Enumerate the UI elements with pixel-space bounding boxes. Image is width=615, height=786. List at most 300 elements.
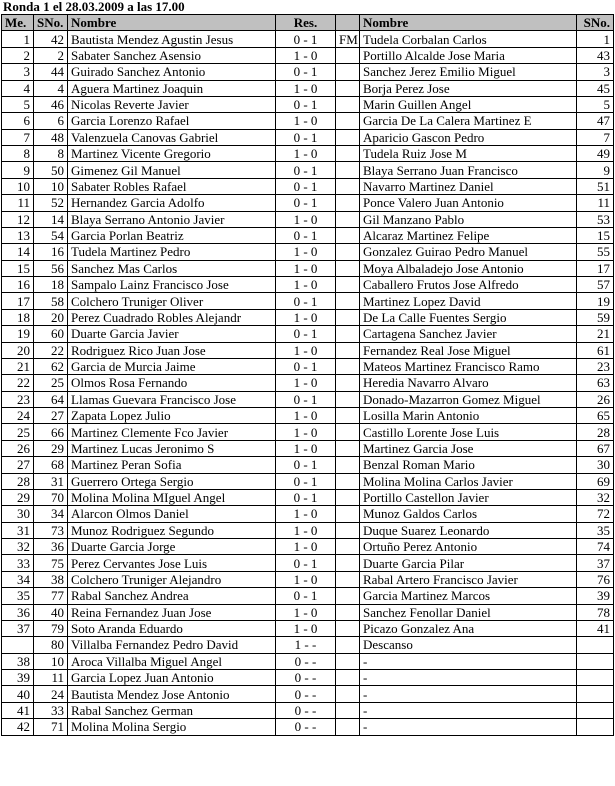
black-start-number <box>577 653 614 669</box>
white-start-number: 34 <box>34 506 68 522</box>
header-me: Me. <box>2 15 34 31</box>
table-row <box>2 408 614 424</box>
white-start-number: 25 <box>34 375 68 391</box>
white-start-number: 56 <box>34 260 68 276</box>
title-badge <box>336 637 360 653</box>
white-player-name: Gimenez Gil Manuel <box>68 162 276 178</box>
table-row <box>2 473 614 489</box>
header-title <box>336 15 360 31</box>
board-number: 31 <box>2 522 34 538</box>
table-row <box>2 719 614 735</box>
white-start-number: 54 <box>34 227 68 243</box>
white-player-name: Colchero Truniger Alejandro <box>68 571 276 587</box>
board-number: 4 <box>2 80 34 96</box>
black-start-number <box>577 637 614 653</box>
title-badge <box>336 440 360 456</box>
black-player-name: Duarte Garcia Pilar <box>360 555 577 571</box>
white-start-number: 20 <box>34 309 68 325</box>
white-start-number: 10 <box>34 178 68 194</box>
board-number: 25 <box>2 424 34 440</box>
white-player-name: Garcia Lopez Juan Antonio <box>68 670 276 686</box>
black-player-name: Donado-Mazarron Gomez Miguel <box>360 391 577 407</box>
table-row <box>2 489 614 505</box>
white-start-number: 77 <box>34 588 68 604</box>
board-number: 13 <box>2 227 34 243</box>
table-row <box>2 244 614 260</box>
table-row <box>2 113 614 129</box>
black-player-name: Rabal Artero Francisco Javier <box>360 571 577 587</box>
white-start-number: 40 <box>34 604 68 620</box>
black-player-name: Martinez Garcia Jose <box>360 440 577 456</box>
white-start-number: 46 <box>34 96 68 112</box>
result: 1 - 0 <box>276 424 336 440</box>
white-player-name: Sampalo Lainz Francisco Jose <box>68 277 276 293</box>
black-player-name: Caballero Frutos Jose Alfredo <box>360 277 577 293</box>
white-start-number: 38 <box>34 571 68 587</box>
black-start-number: 39 <box>577 588 614 604</box>
white-player-name: Rabal Sanchez German <box>68 702 276 718</box>
table-row <box>2 342 614 358</box>
white-player-name: Reina Fernandez Juan Jose <box>68 604 276 620</box>
white-player-name: Blaya Serrano Antonio Javier <box>68 211 276 227</box>
black-start-number: 17 <box>577 260 614 276</box>
result: 0 - 1 <box>276 64 336 80</box>
white-start-number: 2 <box>34 47 68 63</box>
black-player-name: Aparicio Gascon Pedro <box>360 129 577 145</box>
table-row <box>2 571 614 587</box>
black-start-number: 7 <box>577 129 614 145</box>
title-badge <box>336 178 360 194</box>
white-player-name: Garcia Lorenzo Rafael <box>68 113 276 129</box>
white-start-number: 4 <box>34 80 68 96</box>
white-start-number: 27 <box>34 408 68 424</box>
black-player-name: Blaya Serrano Juan Francisco <box>360 162 577 178</box>
board-number: 34 <box>2 571 34 587</box>
black-player-name: Garcia Martinez Marcos <box>360 588 577 604</box>
table-row <box>2 686 614 702</box>
white-start-number: 68 <box>34 457 68 473</box>
black-start-number: 57 <box>577 277 614 293</box>
title-badge <box>336 146 360 162</box>
white-player-name: Molina Molina Sergio <box>68 719 276 735</box>
header-nombre-white: Nombre <box>68 15 276 31</box>
result: 0 - 1 <box>276 588 336 604</box>
black-player-name: - <box>360 686 577 702</box>
white-player-name: Hernandez Garcia Adolfo <box>68 195 276 211</box>
black-start-number: 43 <box>577 47 614 63</box>
black-start-number: 74 <box>577 539 614 555</box>
title-badge <box>336 571 360 587</box>
table-row <box>2 588 614 604</box>
table-row <box>2 195 614 211</box>
title-badge <box>336 473 360 489</box>
title-badge <box>336 408 360 424</box>
board-number: 7 <box>2 129 34 145</box>
white-player-name: Molina Molina MIguel Angel <box>68 489 276 505</box>
black-player-name: Gonzalez Guirao Pedro Manuel <box>360 244 577 260</box>
table-row <box>2 670 614 686</box>
black-player-name: Molina Molina Carlos Javier <box>360 473 577 489</box>
board-number: 16 <box>2 277 34 293</box>
header-sno: SNo. <box>34 15 68 31</box>
white-start-number: 8 <box>34 146 68 162</box>
table-row <box>2 391 614 407</box>
black-start-number: 9 <box>577 162 614 178</box>
title-badge <box>336 47 360 63</box>
black-start-number <box>577 702 614 718</box>
result: 1 - 0 <box>276 47 336 63</box>
result: 1 - 0 <box>276 375 336 391</box>
header-result: Res. <box>276 15 336 31</box>
white-player-name: Martinez Clemente Fco Javier <box>68 424 276 440</box>
board-number: 11 <box>2 195 34 211</box>
black-player-name: Ponce Valero Juan Antonio <box>360 195 577 211</box>
white-start-number: 58 <box>34 293 68 309</box>
result: 0 - - <box>276 653 336 669</box>
black-start-number: 37 <box>577 555 614 571</box>
board-number: 39 <box>2 670 34 686</box>
white-player-name: Rodriguez Rico Juan Jose <box>68 342 276 358</box>
white-start-number: 44 <box>34 64 68 80</box>
white-player-name: Llamas Guevara Francisco Jose <box>68 391 276 407</box>
title-badge <box>336 489 360 505</box>
white-start-number: 60 <box>34 326 68 342</box>
board-number: 10 <box>2 178 34 194</box>
black-start-number: 23 <box>577 358 614 374</box>
board-number: 40 <box>2 686 34 702</box>
black-start-number <box>577 670 614 686</box>
title-badge <box>336 375 360 391</box>
board-number: 41 <box>2 702 34 718</box>
board-number: 19 <box>2 326 34 342</box>
black-player-name: Garcia De La Calera Martinez E <box>360 113 577 129</box>
result: 0 - - <box>276 702 336 718</box>
result: 1 - 0 <box>276 408 336 424</box>
white-player-name: Soto Aranda Eduardo <box>68 620 276 636</box>
table-row <box>2 178 614 194</box>
title-badge <box>336 162 360 178</box>
white-player-name: Munoz Rodriguez Segundo <box>68 522 276 538</box>
title-badge <box>336 620 360 636</box>
white-start-number: 79 <box>34 620 68 636</box>
black-player-name: Portillo Castellon Javier <box>360 489 577 505</box>
white-start-number: 73 <box>34 522 68 538</box>
title-badge <box>336 424 360 440</box>
black-start-number: 49 <box>577 146 614 162</box>
black-player-name: Sanchez Jerez Emilio Miguel <box>360 64 577 80</box>
result: 0 - 1 <box>276 473 336 489</box>
white-player-name: Nicolas Reverte Javier <box>68 96 276 112</box>
table-row <box>2 80 614 96</box>
white-start-number: 22 <box>34 342 68 358</box>
result: 1 - 0 <box>276 440 336 456</box>
title-badge <box>336 702 360 718</box>
pairings-table <box>1 14 614 736</box>
white-start-number: 29 <box>34 440 68 456</box>
result: 1 - 0 <box>276 80 336 96</box>
white-player-name: Bautista Mendez Jose Antonio <box>68 686 276 702</box>
black-player-name: Fernandez Real Jose Miguel <box>360 342 577 358</box>
page-title: Ronda 1 el 28.03.2009 a las 17.00 <box>3 0 185 14</box>
board-number: 37 <box>2 620 34 636</box>
board-number <box>2 637 34 653</box>
result: 1 - 0 <box>276 277 336 293</box>
black-start-number: 11 <box>577 195 614 211</box>
result: 1 - 0 <box>276 539 336 555</box>
title-badge <box>336 342 360 358</box>
table-row <box>2 440 614 456</box>
board-number: 38 <box>2 653 34 669</box>
black-player-name: Descanso <box>360 637 577 653</box>
result: 1 - 0 <box>276 342 336 358</box>
result: 0 - 1 <box>276 227 336 243</box>
result: 0 - 1 <box>276 457 336 473</box>
table-row <box>2 293 614 309</box>
result: 0 - 1 <box>276 293 336 309</box>
black-player-name: Navarro Martinez Daniel <box>360 178 577 194</box>
black-start-number: 19 <box>577 293 614 309</box>
black-player-name: Munoz Galdos Carlos <box>360 506 577 522</box>
table-row <box>2 31 614 47</box>
black-start-number: 45 <box>577 80 614 96</box>
title-badge <box>336 391 360 407</box>
title-badge <box>336 686 360 702</box>
black-player-name: Ortuño Perez Antonio <box>360 539 577 555</box>
title-badge <box>336 260 360 276</box>
black-player-name: Picazo Gonzalez Ana <box>360 620 577 636</box>
title-badge <box>336 326 360 342</box>
board-number: 2 <box>2 47 34 63</box>
header-nombre-black: Nombre <box>360 15 577 31</box>
white-start-number: 70 <box>34 489 68 505</box>
title-badge <box>336 277 360 293</box>
black-player-name: Losilla Marin Antonio <box>360 408 577 424</box>
table-row <box>2 129 614 145</box>
board-number: 27 <box>2 457 34 473</box>
table-row <box>2 506 614 522</box>
title-badge <box>336 555 360 571</box>
result: 0 - 1 <box>276 555 336 571</box>
board-number: 9 <box>2 162 34 178</box>
black-player-name: De La Calle Fuentes Sergio <box>360 309 577 325</box>
result: 1 - 0 <box>276 211 336 227</box>
black-start-number: 21 <box>577 326 614 342</box>
title-badge <box>336 113 360 129</box>
black-start-number: 78 <box>577 604 614 620</box>
board-number: 36 <box>2 604 34 620</box>
white-player-name: Bautista Mendez Agustin Jesus <box>68 31 276 47</box>
white-start-number: 71 <box>34 719 68 735</box>
title-badge <box>336 129 360 145</box>
black-start-number: 1 <box>577 31 614 47</box>
table-row <box>2 47 614 63</box>
white-player-name: Alarcon Olmos Daniel <box>68 506 276 522</box>
white-start-number: 75 <box>34 555 68 571</box>
black-start-number <box>577 686 614 702</box>
board-number: 5 <box>2 96 34 112</box>
black-player-name: - <box>360 719 577 735</box>
board-number: 20 <box>2 342 34 358</box>
black-start-number: 28 <box>577 424 614 440</box>
table-row <box>2 277 614 293</box>
black-start-number: 47 <box>577 113 614 129</box>
title-badge: FM <box>336 31 360 47</box>
result: 1 - 0 <box>276 309 336 325</box>
black-player-name: Portillo Alcalde Jose Maria <box>360 47 577 63</box>
black-start-number: 69 <box>577 473 614 489</box>
white-start-number: 14 <box>34 211 68 227</box>
white-start-number: 16 <box>34 244 68 260</box>
white-player-name: Perez Cervantes Jose Luis <box>68 555 276 571</box>
black-player-name: Duque Suarez Leonardo <box>360 522 577 538</box>
white-start-number: 36 <box>34 539 68 555</box>
black-start-number: 26 <box>577 391 614 407</box>
board-number: 35 <box>2 588 34 604</box>
board-number: 32 <box>2 539 34 555</box>
board-number: 26 <box>2 440 34 456</box>
white-start-number: 64 <box>34 391 68 407</box>
black-player-name: Alcaraz Martinez Felipe <box>360 227 577 243</box>
title-badge <box>336 670 360 686</box>
white-start-number: 48 <box>34 129 68 145</box>
black-start-number: 76 <box>577 571 614 587</box>
result: 1 - 0 <box>276 571 336 587</box>
black-player-name: - <box>360 670 577 686</box>
white-player-name: Olmos Rosa Fernando <box>68 375 276 391</box>
board-number: 12 <box>2 211 34 227</box>
title-badge <box>336 539 360 555</box>
white-player-name: Sanchez Mas Carlos <box>68 260 276 276</box>
result: 1 - 0 <box>276 113 336 129</box>
white-player-name: Rabal Sanchez Andrea <box>68 588 276 604</box>
black-start-number: 32 <box>577 489 614 505</box>
result: 0 - 1 <box>276 96 336 112</box>
white-player-name: Garcia Porlan Beatriz <box>68 227 276 243</box>
white-player-name: Martinez Lucas Jeronimo S <box>68 440 276 456</box>
table-row <box>2 604 614 620</box>
white-player-name: Sabater Sanchez Asensio <box>68 47 276 63</box>
black-player-name: Marin Guillen Angel <box>360 96 577 112</box>
result: 1 - 0 <box>276 146 336 162</box>
table-row <box>2 211 614 227</box>
result: 0 - - <box>276 670 336 686</box>
white-start-number: 31 <box>34 473 68 489</box>
board-number: 18 <box>2 309 34 325</box>
result: 1 - 0 <box>276 506 336 522</box>
result: 0 - 1 <box>276 391 336 407</box>
black-player-name: Sanchez Fenollar Daniel <box>360 604 577 620</box>
header-row <box>2 15 614 31</box>
black-start-number: 59 <box>577 309 614 325</box>
board-number: 29 <box>2 489 34 505</box>
white-player-name: Martinez Vicente Gregorio <box>68 146 276 162</box>
result: 1 - 0 <box>276 260 336 276</box>
black-start-number: 30 <box>577 457 614 473</box>
black-player-name: Tudela Corbalan Carlos <box>360 31 577 47</box>
white-start-number: 24 <box>34 686 68 702</box>
white-player-name: Perez Cuadrado Robles Alejandr <box>68 309 276 325</box>
white-start-number: 50 <box>34 162 68 178</box>
table-row <box>2 620 614 636</box>
board-number: 28 <box>2 473 34 489</box>
board-number: 42 <box>2 719 34 735</box>
white-player-name: Zapata Lopez Julio <box>68 408 276 424</box>
white-player-name: Guerrero Ortega Sergio <box>68 473 276 489</box>
result: 1 - 0 <box>276 620 336 636</box>
black-start-number: 35 <box>577 522 614 538</box>
board-number: 3 <box>2 64 34 80</box>
white-player-name: Villalba Fernandez Pedro David <box>68 637 276 653</box>
black-start-number: 51 <box>577 178 614 194</box>
result: 0 - 1 <box>276 489 336 505</box>
title-badge <box>336 309 360 325</box>
board-number: 17 <box>2 293 34 309</box>
title-badge <box>336 293 360 309</box>
black-player-name: Gil Manzano Pablo <box>360 211 577 227</box>
title-badge <box>336 506 360 522</box>
board-number: 30 <box>2 506 34 522</box>
table-row <box>2 653 614 669</box>
board-number: 8 <box>2 146 34 162</box>
title-badge <box>336 719 360 735</box>
white-start-number: 10 <box>34 653 68 669</box>
result: 0 - 1 <box>276 195 336 211</box>
white-player-name: Martinez Peran Sofia <box>68 457 276 473</box>
black-player-name: Moya Albaladejo Jose Antonio <box>360 260 577 276</box>
title-badge <box>336 96 360 112</box>
table-row <box>2 326 614 342</box>
white-player-name: Duarte Garcia Javier <box>68 326 276 342</box>
result: 0 - 1 <box>276 178 336 194</box>
table-row <box>2 227 614 243</box>
black-player-name: Tudela Ruiz Jose M <box>360 146 577 162</box>
title-badge <box>336 522 360 538</box>
table-row <box>2 162 614 178</box>
header-sno-black: SNo. <box>577 15 614 31</box>
black-start-number: 61 <box>577 342 614 358</box>
black-start-number: 65 <box>577 408 614 424</box>
white-player-name: Sabater Robles Rafael <box>68 178 276 194</box>
result: 0 - - <box>276 719 336 735</box>
white-start-number: 66 <box>34 424 68 440</box>
board-number: 24 <box>2 408 34 424</box>
white-start-number: 62 <box>34 358 68 374</box>
black-player-name: Cartagena Sanchez Javier <box>360 326 577 342</box>
table-row <box>2 146 614 162</box>
title-badge <box>336 457 360 473</box>
title-badge <box>336 653 360 669</box>
black-start-number: 41 <box>577 620 614 636</box>
black-start-number: 63 <box>577 375 614 391</box>
table-row <box>2 358 614 374</box>
table-row <box>2 424 614 440</box>
white-player-name: Valenzuela Canovas Gabriel <box>68 129 276 145</box>
result: 0 - 1 <box>276 162 336 178</box>
black-start-number: 55 <box>577 244 614 260</box>
table-row <box>2 702 614 718</box>
white-player-name: Garcia de Murcia Jaime <box>68 358 276 374</box>
title-badge <box>336 244 360 260</box>
table-row <box>2 457 614 473</box>
black-start-number: 5 <box>577 96 614 112</box>
result: 0 - 1 <box>276 129 336 145</box>
white-start-number: 52 <box>34 195 68 211</box>
board-number: 1 <box>2 31 34 47</box>
table-row <box>2 637 614 653</box>
board-number: 33 <box>2 555 34 571</box>
black-player-name: Borja Perez Jose <box>360 80 577 96</box>
black-start-number: 72 <box>577 506 614 522</box>
